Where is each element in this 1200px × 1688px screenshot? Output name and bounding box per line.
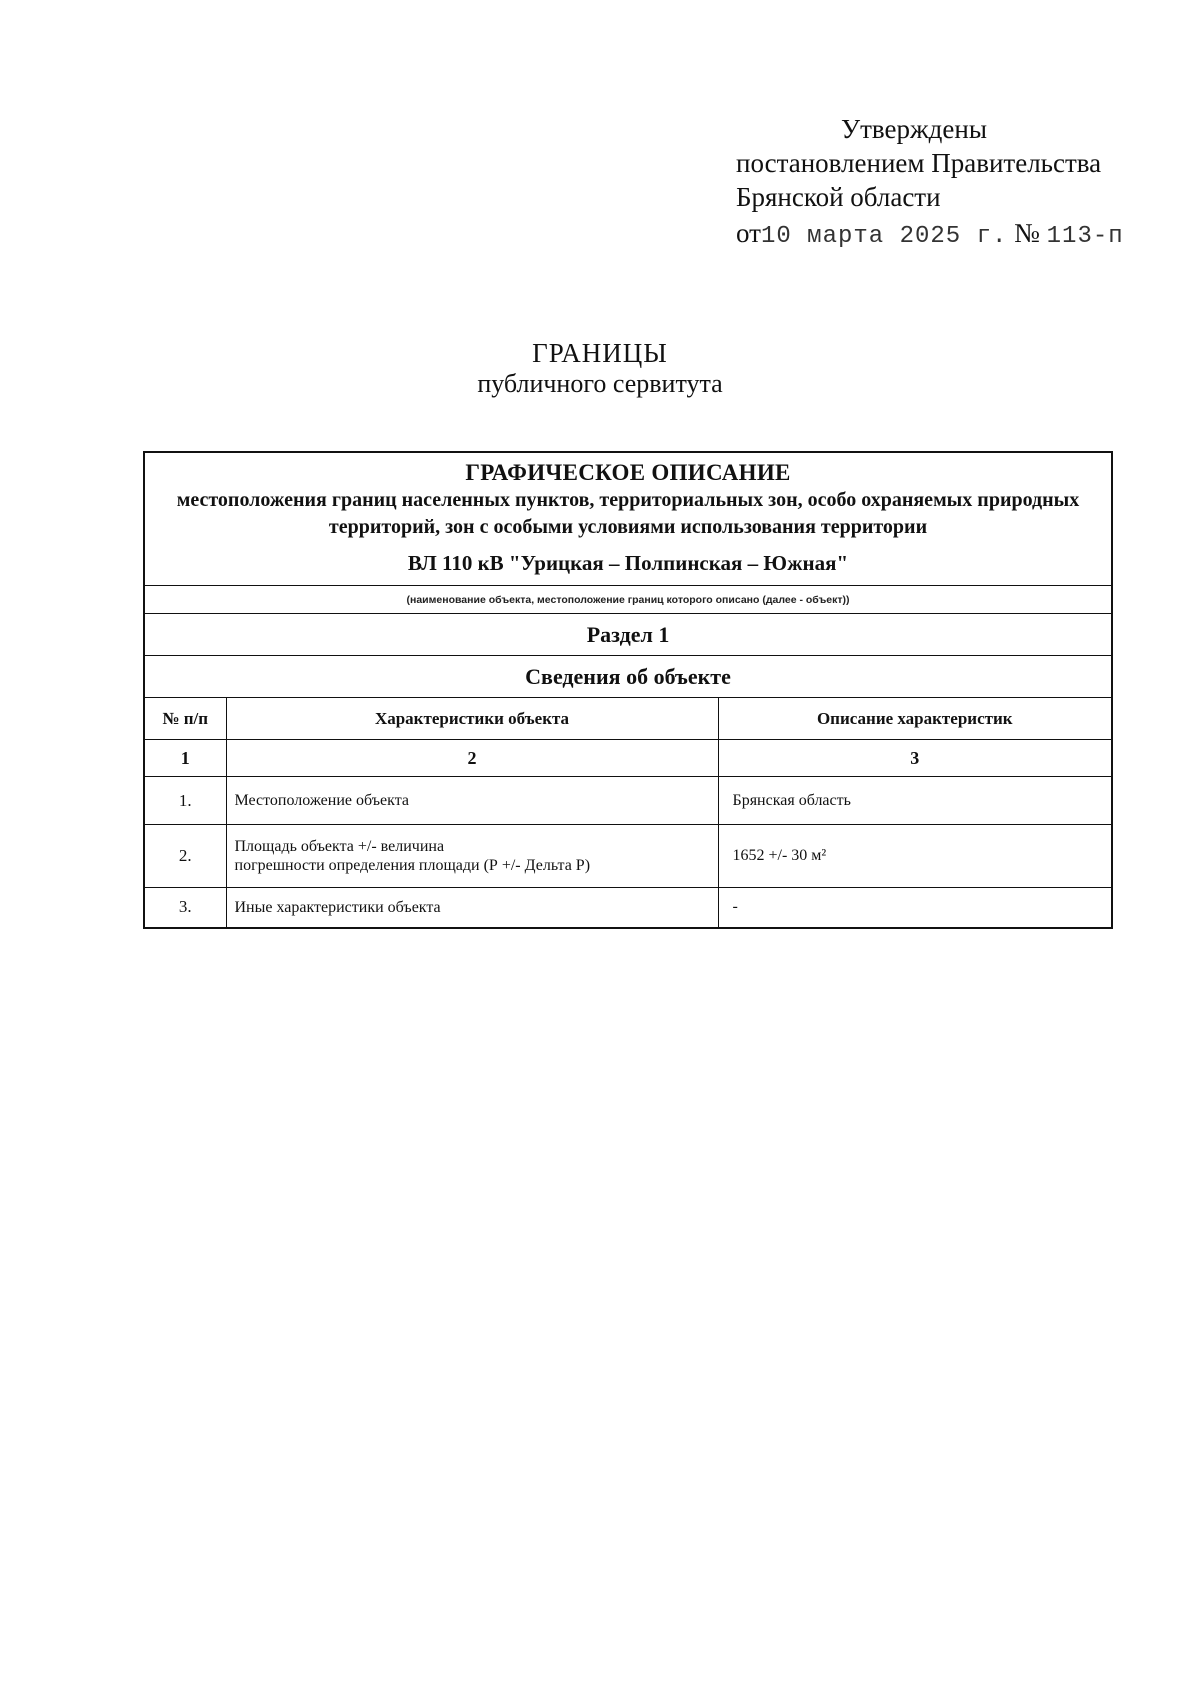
section-row bbox=[144, 614, 1112, 656]
table-header-row bbox=[144, 452, 1112, 586]
row-characteristic bbox=[226, 825, 718, 888]
row-characteristic: Иные характеристики объекта bbox=[226, 888, 718, 928]
row-description: 1652 +/- 30 м² bbox=[718, 825, 1112, 888]
row-characteristic: Местоположение объекта bbox=[226, 777, 718, 825]
table-row bbox=[144, 888, 1112, 928]
caption-row bbox=[144, 586, 1112, 614]
page-subtitle: публичного сервитута bbox=[477, 369, 723, 398]
column-header: № п/п bbox=[144, 698, 226, 740]
approval-approved: Утверждены bbox=[841, 114, 987, 144]
row-characteristic-line: Площадь объекта +/- величина bbox=[234, 838, 445, 855]
object-caption: (наименование объекта, местоположение границ которого описано (далее - объект)) bbox=[144, 586, 1112, 614]
row-description: - bbox=[718, 888, 1112, 928]
row-characteristic-line: погрешности определения площади (Р +/- Дельта Р) bbox=[234, 857, 591, 874]
approval-region: Брянской области bbox=[736, 182, 941, 212]
column-number: 2 bbox=[226, 740, 718, 777]
column-number: 1 bbox=[144, 740, 226, 777]
column-header-row bbox=[144, 698, 1112, 740]
table-subtitle: местоположения границ населенных пунктов, территориальных зон, особо охраняемых природных территорий, зон с особыми условиями использования территории bbox=[176, 489, 1080, 538]
approval-date-prefix: от bbox=[736, 218, 761, 248]
row-number: 2. bbox=[144, 825, 226, 888]
object-name: ВЛ 110 кВ "Урицкая – Полпинская – Южная" bbox=[407, 551, 849, 575]
column-number: 3 bbox=[718, 740, 1112, 777]
row-number: 3. bbox=[144, 888, 226, 928]
row-description: Брянская область bbox=[718, 777, 1112, 825]
approval-date: 10 марта 2025 г. bbox=[760, 223, 1008, 250]
column-header: Характеристики объекта bbox=[226, 698, 718, 740]
page-title: ГРАНИЦЫ bbox=[532, 338, 668, 368]
approval-date-line bbox=[736, 216, 1156, 254]
table-row bbox=[144, 777, 1112, 825]
column-number-row bbox=[144, 740, 1112, 777]
table-header-block bbox=[144, 452, 1112, 586]
section-title-row bbox=[144, 656, 1112, 698]
table-title: ГРАФИЧЕСКОЕ ОПИСАНИЕ bbox=[465, 460, 791, 485]
row-number: 1. bbox=[144, 777, 226, 825]
approval-decree: постановлением Правительства bbox=[736, 148, 1102, 178]
section-label: Раздел 1 bbox=[144, 614, 1112, 656]
approval-block bbox=[736, 112, 1156, 254]
graphic-description-table bbox=[143, 451, 1113, 929]
table-row bbox=[144, 825, 1112, 888]
column-header: Описание характеристик bbox=[718, 698, 1112, 740]
approval-number: 113-п bbox=[1046, 223, 1124, 250]
section-title: Сведения об объекте bbox=[144, 656, 1112, 698]
approval-number-sign: № bbox=[1014, 218, 1040, 248]
